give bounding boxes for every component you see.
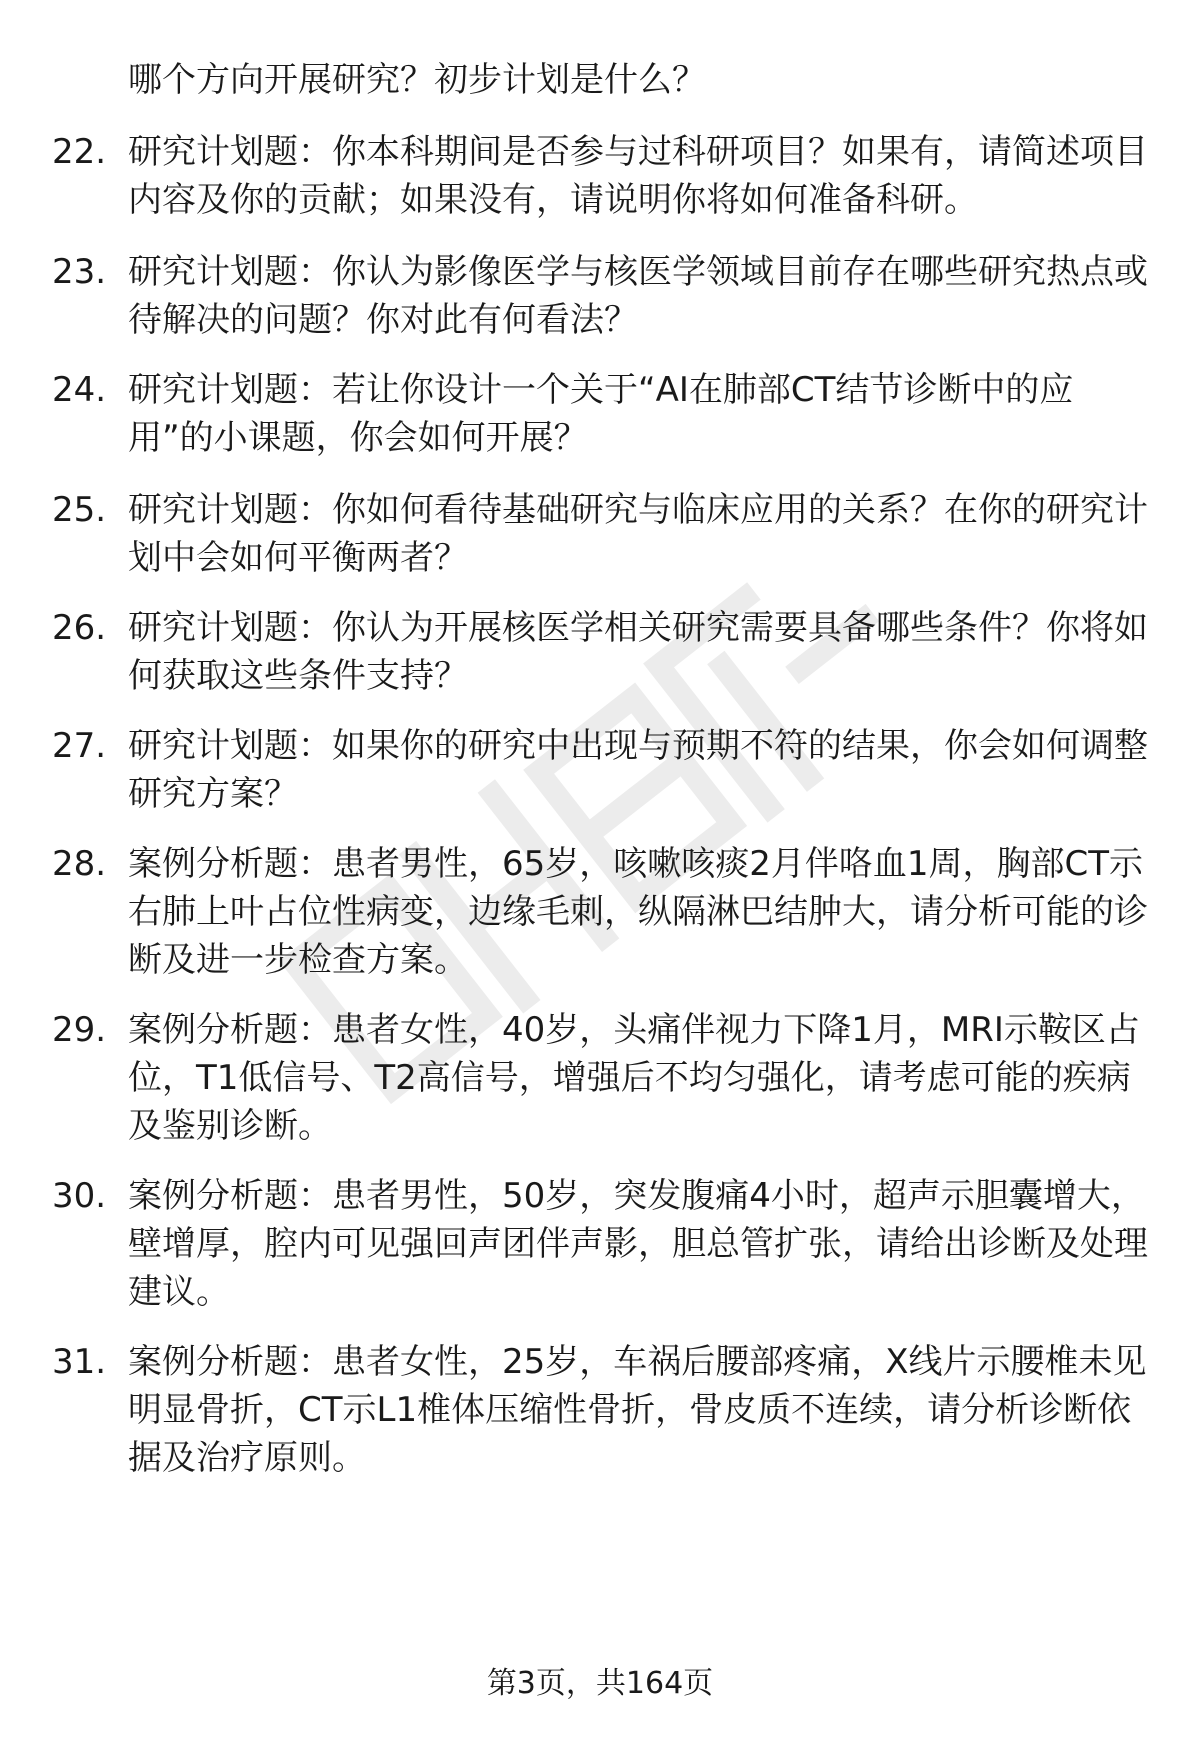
question-text: 研究计划题：你本科期间是否参与过科研项目？如果有，请简述项目内容及你的贡献；如果没有，请说明你将如何准备科研。	[128, 132, 1148, 220]
question-item-27	[0, 722, 1200, 818]
question-text: 研究计划题：如果你的研究中出现与预期不符的结果，你会如何调整研究方案？	[128, 726, 1148, 814]
question-number: 27.	[52, 726, 107, 766]
question-text: 案例分析题：患者女性，40岁，头痛伴视力下降1月，MRI示鞍区占位，T1低信号、T2高信号，增强后不均匀强化，请考虑可能的疾病及鉴别诊断。	[128, 1010, 1140, 1146]
question-number: 22.	[52, 132, 107, 172]
question-item-22	[0, 128, 1200, 224]
question-number: 25.	[52, 490, 107, 530]
question-number: 26.	[52, 608, 107, 648]
question-text: 案例分析题：患者男性，65岁，咳嗽咳痰2月伴咯血1周，胸部CT示右肺上叶占位性病变，边缘毛刺，纵隔淋巴结肿大，请分析可能的诊断及进一步检查方案。	[128, 844, 1148, 980]
question-item-31	[0, 1338, 1200, 1482]
question-text: 案例分析题：患者女性，25岁，车祸后腰部疼痛，X线片示腰椎未见明显骨折，CT示L1椎体压缩性骨折，骨皮质不连续，请分析诊断依据及治疗原则。	[128, 1342, 1147, 1478]
question-item-30	[0, 1172, 1200, 1316]
continuation-text: 哪个方向开展研究？初步计划是什么？	[128, 60, 706, 100]
question-text: 研究计划题：若让你设计一个关于“AI在肺部CT结节诊断中的应用”的小课题，你会如何开展？	[128, 370, 1074, 458]
question-item-25	[0, 486, 1200, 582]
question-item-26	[0, 604, 1200, 700]
question-number: 24.	[52, 370, 107, 410]
question-item-24	[0, 366, 1200, 462]
question-number: 28.	[52, 844, 107, 884]
question-text: 案例分析题：患者男性，50岁，突发腹痛4小时，超声示胆囊增大，壁增厚，腔内可见强回声团伴声影，胆总管扩张，请给出诊断及处理建议。	[128, 1176, 1148, 1312]
question-item-28	[0, 840, 1200, 984]
question-text: 研究计划题：你认为影像医学与核医学领域目前存在哪些研究热点或待解决的问题？你对此有何看法？	[128, 252, 1148, 340]
question-number: 30.	[52, 1176, 107, 1216]
question-text: 研究计划题：你如何看待基础研究与临床应用的关系？在你的研究计划中会如何平衡两者？	[128, 490, 1148, 578]
question-item-23	[0, 248, 1200, 344]
question-number: 23.	[52, 252, 107, 292]
question-text: 研究计划题：你认为开展核医学相关研究需要具备哪些条件？你将如何获取这些条件支持？	[128, 608, 1148, 696]
question-item-29	[0, 1006, 1200, 1150]
question-number: 29.	[52, 1010, 107, 1050]
page-footer: 第3页，共164页	[486, 1666, 714, 1701]
question-number: 31.	[52, 1342, 107, 1382]
